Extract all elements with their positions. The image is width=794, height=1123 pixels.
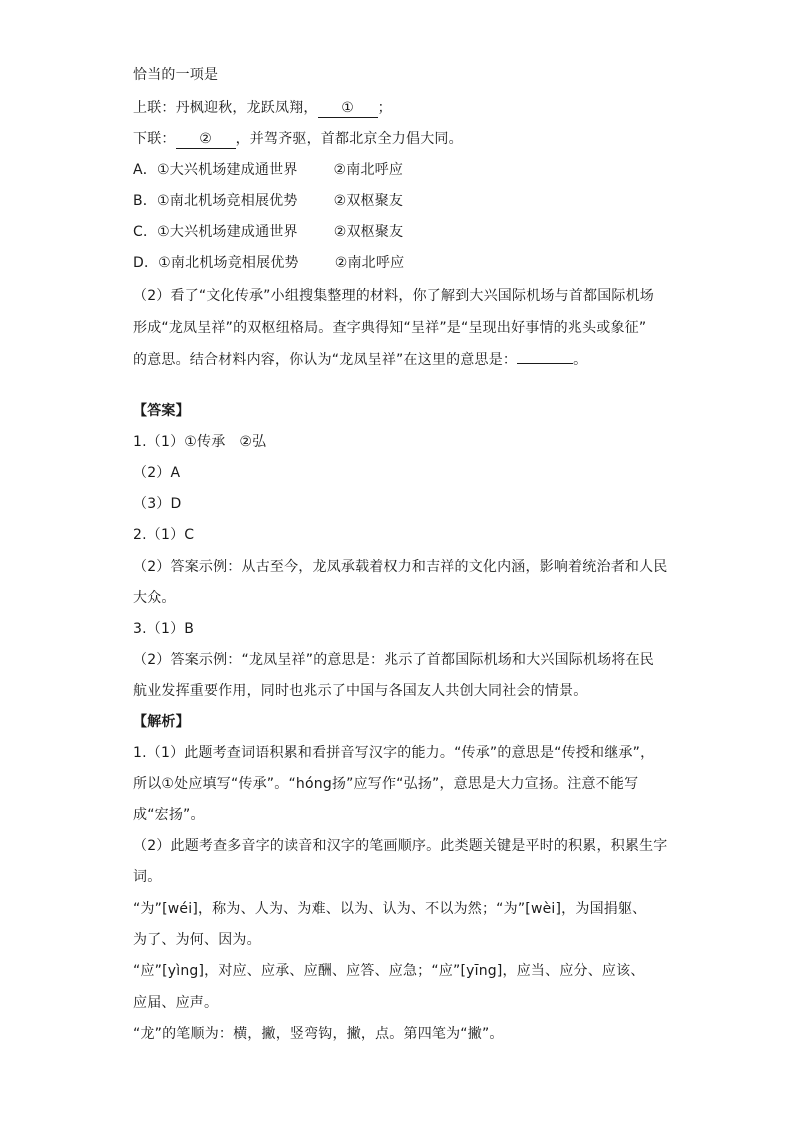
- couplet-upper-prefix: 上联：丹枫迎秋，龙跃凤翔，: [133, 100, 318, 116]
- part2-line3-prefix: 的意思。结合材料内容，你认为“龙凤呈祥”在这里的意思是：: [133, 352, 518, 368]
- answer-heading: 【答案】: [133, 403, 190, 419]
- analysis-line: 应届、应声。: [133, 995, 219, 1011]
- answer-line: （2）A: [133, 465, 181, 481]
- analysis-heading: 【解析】: [133, 714, 190, 730]
- blank-answer: [517, 363, 573, 364]
- part2-line2: 形成“龙凤呈祥”的双枢纽格局。查字典得知“呈祥”是“呈现出好事情的兆头或象征”: [133, 320, 647, 336]
- answer-1-1-suffix: ②弘: [239, 434, 267, 450]
- answer-line: 大众。: [133, 590, 176, 606]
- analysis-line: （2）此题考查多音字的读音和汉字的笔画顺序。此类题关键是平时的积累，积累生字: [133, 838, 668, 854]
- couplet-lower-prefix: 下联：: [133, 131, 176, 147]
- part2-line1: （2）看了“文化传承”小组搜集整理的材料，你了解到大兴国际机场与首都国际机场: [133, 288, 655, 304]
- option-a: [133, 160, 663, 180]
- option-b-second: ②双枢聚友: [333, 193, 404, 209]
- couplet-lower-suffix: ，并驾齐驱，首都北京全力倡大同。: [235, 131, 463, 147]
- couplet-lower: [133, 129, 663, 149]
- option-b: [133, 191, 663, 211]
- question-stem: 恰当的一项是: [133, 67, 219, 83]
- option-b-first: B．①南北机场竞相展优势: [133, 193, 298, 209]
- answer-line: [133, 432, 663, 452]
- analysis-line: “为”[wéi]，称为、人为、为难、以为、认为、不以为然；“为”[wèi]，为国捐躯、: [133, 901, 647, 917]
- analysis-line: “应”[yìng]，对应、应承、应酬、应答、应急；“应”[yīng]，应当、应分、应该、: [133, 963, 645, 979]
- answer-line: （2）答案示例：从古至今，龙凤承载着权力和吉祥的文化内涵，影响着统治者和人民: [133, 559, 668, 575]
- analysis-line: 为了、为何、因为。: [133, 932, 261, 948]
- analysis-line: 所以①处应填写“传承”。“hóng扬”应写作“弘扬”，意思是大力宣扬。注意不能写: [133, 776, 639, 792]
- couplet-upper-suffix: ；: [377, 100, 392, 116]
- option-d-first: D．①南北机场竞相展优势: [133, 255, 299, 271]
- option-c: [133, 222, 663, 242]
- answer-line: 2.（1）C: [133, 527, 195, 543]
- option-d-second: ②南北呼应: [334, 255, 405, 271]
- part2-line3: [133, 350, 663, 370]
- option-c-first: C．①大兴机场建成通世界: [133, 224, 298, 240]
- part2-line3-suffix: 。: [573, 352, 588, 368]
- answer-line: （3）D: [133, 496, 182, 512]
- option-c-second: ②双枢聚友: [333, 224, 404, 240]
- couplet-upper: [133, 98, 663, 118]
- answer-line: （2）答案示例：“龙凤呈祥”的意思是：兆示了首都国际机场和大兴国际机场将在民: [133, 652, 655, 668]
- answer-line: 航业发挥重要作用，同时也兆示了中国与各国友人共创大同社会的情景。: [133, 683, 588, 699]
- analysis-line: “龙”的笔顺为：横，撇，竖弯钩，撇，点。第四笔为“撇”。: [133, 1026, 504, 1042]
- analysis-line: 1.（1）此题考查词语积累和看拼音写汉字的能力。“传承”的意思是“传授和继承”，: [133, 745, 655, 761]
- answer-1-1-prefix: 1.（1）①传承: [133, 434, 226, 450]
- option-a-first: A．①大兴机场建成通世界: [133, 162, 298, 178]
- analysis-line: 成“宏扬”。: [133, 807, 205, 823]
- option-d: [133, 253, 663, 273]
- option-a-second: ②南北呼应: [333, 162, 404, 178]
- analysis-line: 词。: [133, 869, 162, 885]
- blank-2: ②: [176, 130, 236, 149]
- answer-line: 3.（1）B: [133, 621, 195, 637]
- blank-1: ①: [318, 99, 378, 118]
